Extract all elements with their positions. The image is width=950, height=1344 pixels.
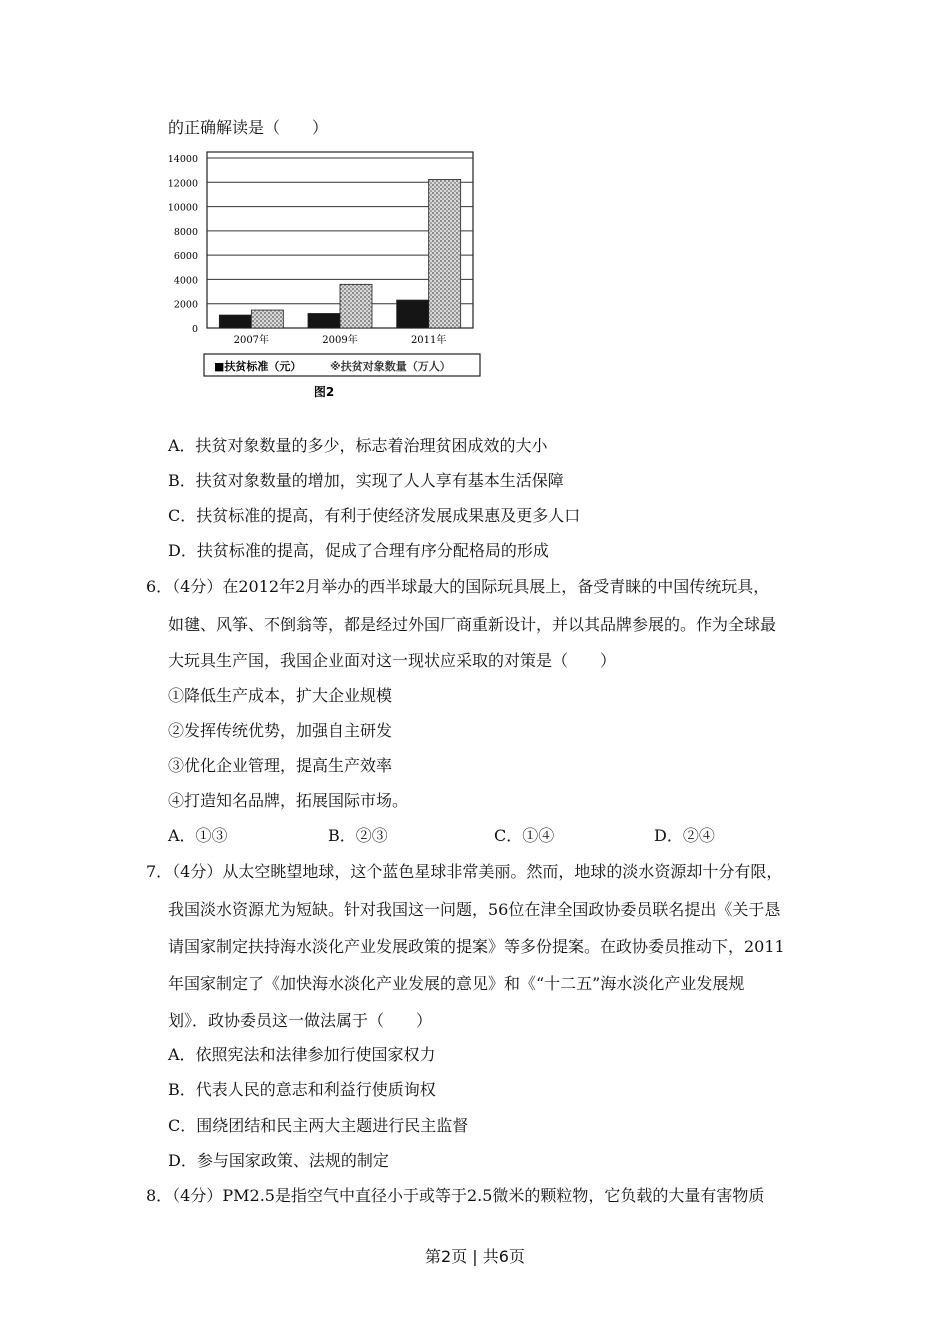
q7-option-c[interactable]: C．围绕团结和民主两大主题进行民主监督 xyxy=(168,1116,469,1135)
q8-stem-line-1: 8．（4分）PM2.5是指空气中直径小于或等于2.5微米的颗粒物，它负载的大量有害物质 xyxy=(146,1186,765,1205)
q5-stem-tail: 的正确解读是（ ） xyxy=(168,118,329,137)
q7-stem-line-3: 请国家制定扶持海水淡化产业发展政策的提案》等多份提案。在政协委员推动下，2011 xyxy=(168,937,785,956)
q5-option-b[interactable]: B．扶贫对象数量的增加，实现了人人享有基本生活保障 xyxy=(168,471,564,490)
q6-item-4: ④打造知名品牌，拓展国际市场。 xyxy=(168,791,409,810)
q6-option-a[interactable]: A．①③ xyxy=(168,826,228,845)
bar-standard-2 xyxy=(397,300,429,328)
poverty-chart xyxy=(160,148,490,408)
y-tick-label: 4000 xyxy=(173,275,198,287)
bar-count-1 xyxy=(340,284,372,328)
x-tick-label: 2009年 xyxy=(322,335,358,346)
q6-stem-line-2: 如毽、风筝、不倒翁等，都是经过外国厂商重新设计，并以其品牌参展的。作为全球最 xyxy=(168,615,777,634)
q7-stem-line-4: 年国家制定了《加快海水淡化产业发展的意见》和《“十二五”海水淡化产业发展规 xyxy=(168,974,745,993)
q6-item-2: ②发挥传统优势，加强自主研发 xyxy=(168,721,393,740)
q6-stem-line-1: 6．（4分）在2012年2月举办的西半球最大的国际玩具展上，备受青睐的中国传统玩具， xyxy=(146,577,770,596)
q6-option-d[interactable]: D．②④ xyxy=(654,826,715,845)
q5-option-d[interactable]: D．扶贫标准的提高，促成了合理有序分配格局的形成 xyxy=(168,541,549,560)
q6-option-c[interactable]: C．①④ xyxy=(494,826,555,845)
q7-option-d[interactable]: D．参与国家政策、法规的制定 xyxy=(168,1151,389,1170)
q6-item-1: ①降低生产成本，扩大企业规模 xyxy=(168,686,393,705)
x-tick-label: 2007年 xyxy=(233,335,270,346)
chart-caption: 图2 xyxy=(313,385,335,399)
q7-stem-line-5: 划》．政协委员这一做法属于（ ） xyxy=(168,1011,433,1030)
q5-option-a[interactable]: A．扶贫对象数量的多少，标志着治理贫困成效的大小 xyxy=(168,436,548,455)
q5-option-c[interactable]: C．扶贫标准的提高，有利于使经济发展成果惠及更多人口 xyxy=(168,506,581,525)
legend-item-count: ※扶贫对象数量（万人） xyxy=(330,360,451,373)
q7-option-b[interactable]: B．代表人民的意志和利益行使质询权 xyxy=(168,1080,436,1099)
chart-svg xyxy=(160,148,490,408)
bar-count-0 xyxy=(251,310,283,328)
q6-option-b[interactable]: B．②③ xyxy=(328,826,388,845)
q7-stem-line-2: 我国淡水资源尤为短缺。针对我国这一问题，56位在津全国政协委员联名提出《关于恳 xyxy=(168,900,781,919)
bar-standard-1 xyxy=(308,313,340,328)
q7-stem-line-1: 7．（4分）从太空眺望地球，这个蓝色星球非常美丽。然而，地球的淡水资源却十分有限， xyxy=(146,862,783,881)
bar-count-2 xyxy=(429,179,461,328)
y-tick-label: 6000 xyxy=(173,251,198,263)
bar-standard-0 xyxy=(219,315,251,328)
y-tick-label: 12000 xyxy=(167,178,198,190)
y-tick-label: 8000 xyxy=(173,226,198,238)
q6-item-3: ③优化企业管理，提高生产效率 xyxy=(168,756,393,775)
page-footer: 第2页 | 共6页 xyxy=(425,1247,525,1266)
y-tick-label: 0 xyxy=(191,324,198,335)
x-tick-label: 2011年 xyxy=(410,335,447,346)
legend-item-standard: ■扶贫标准（元） xyxy=(214,360,302,373)
y-tick-label: 2000 xyxy=(173,299,198,311)
q6-stem-line-3: 大玩具生产国，我国企业面对这一现状应采取的对策是（ ） xyxy=(168,651,617,670)
y-tick-label: 10000 xyxy=(167,202,198,214)
y-tick-label: 14000 xyxy=(167,154,198,165)
q7-option-a[interactable]: A．依照宪法和法律参加行使国家权力 xyxy=(168,1045,436,1064)
